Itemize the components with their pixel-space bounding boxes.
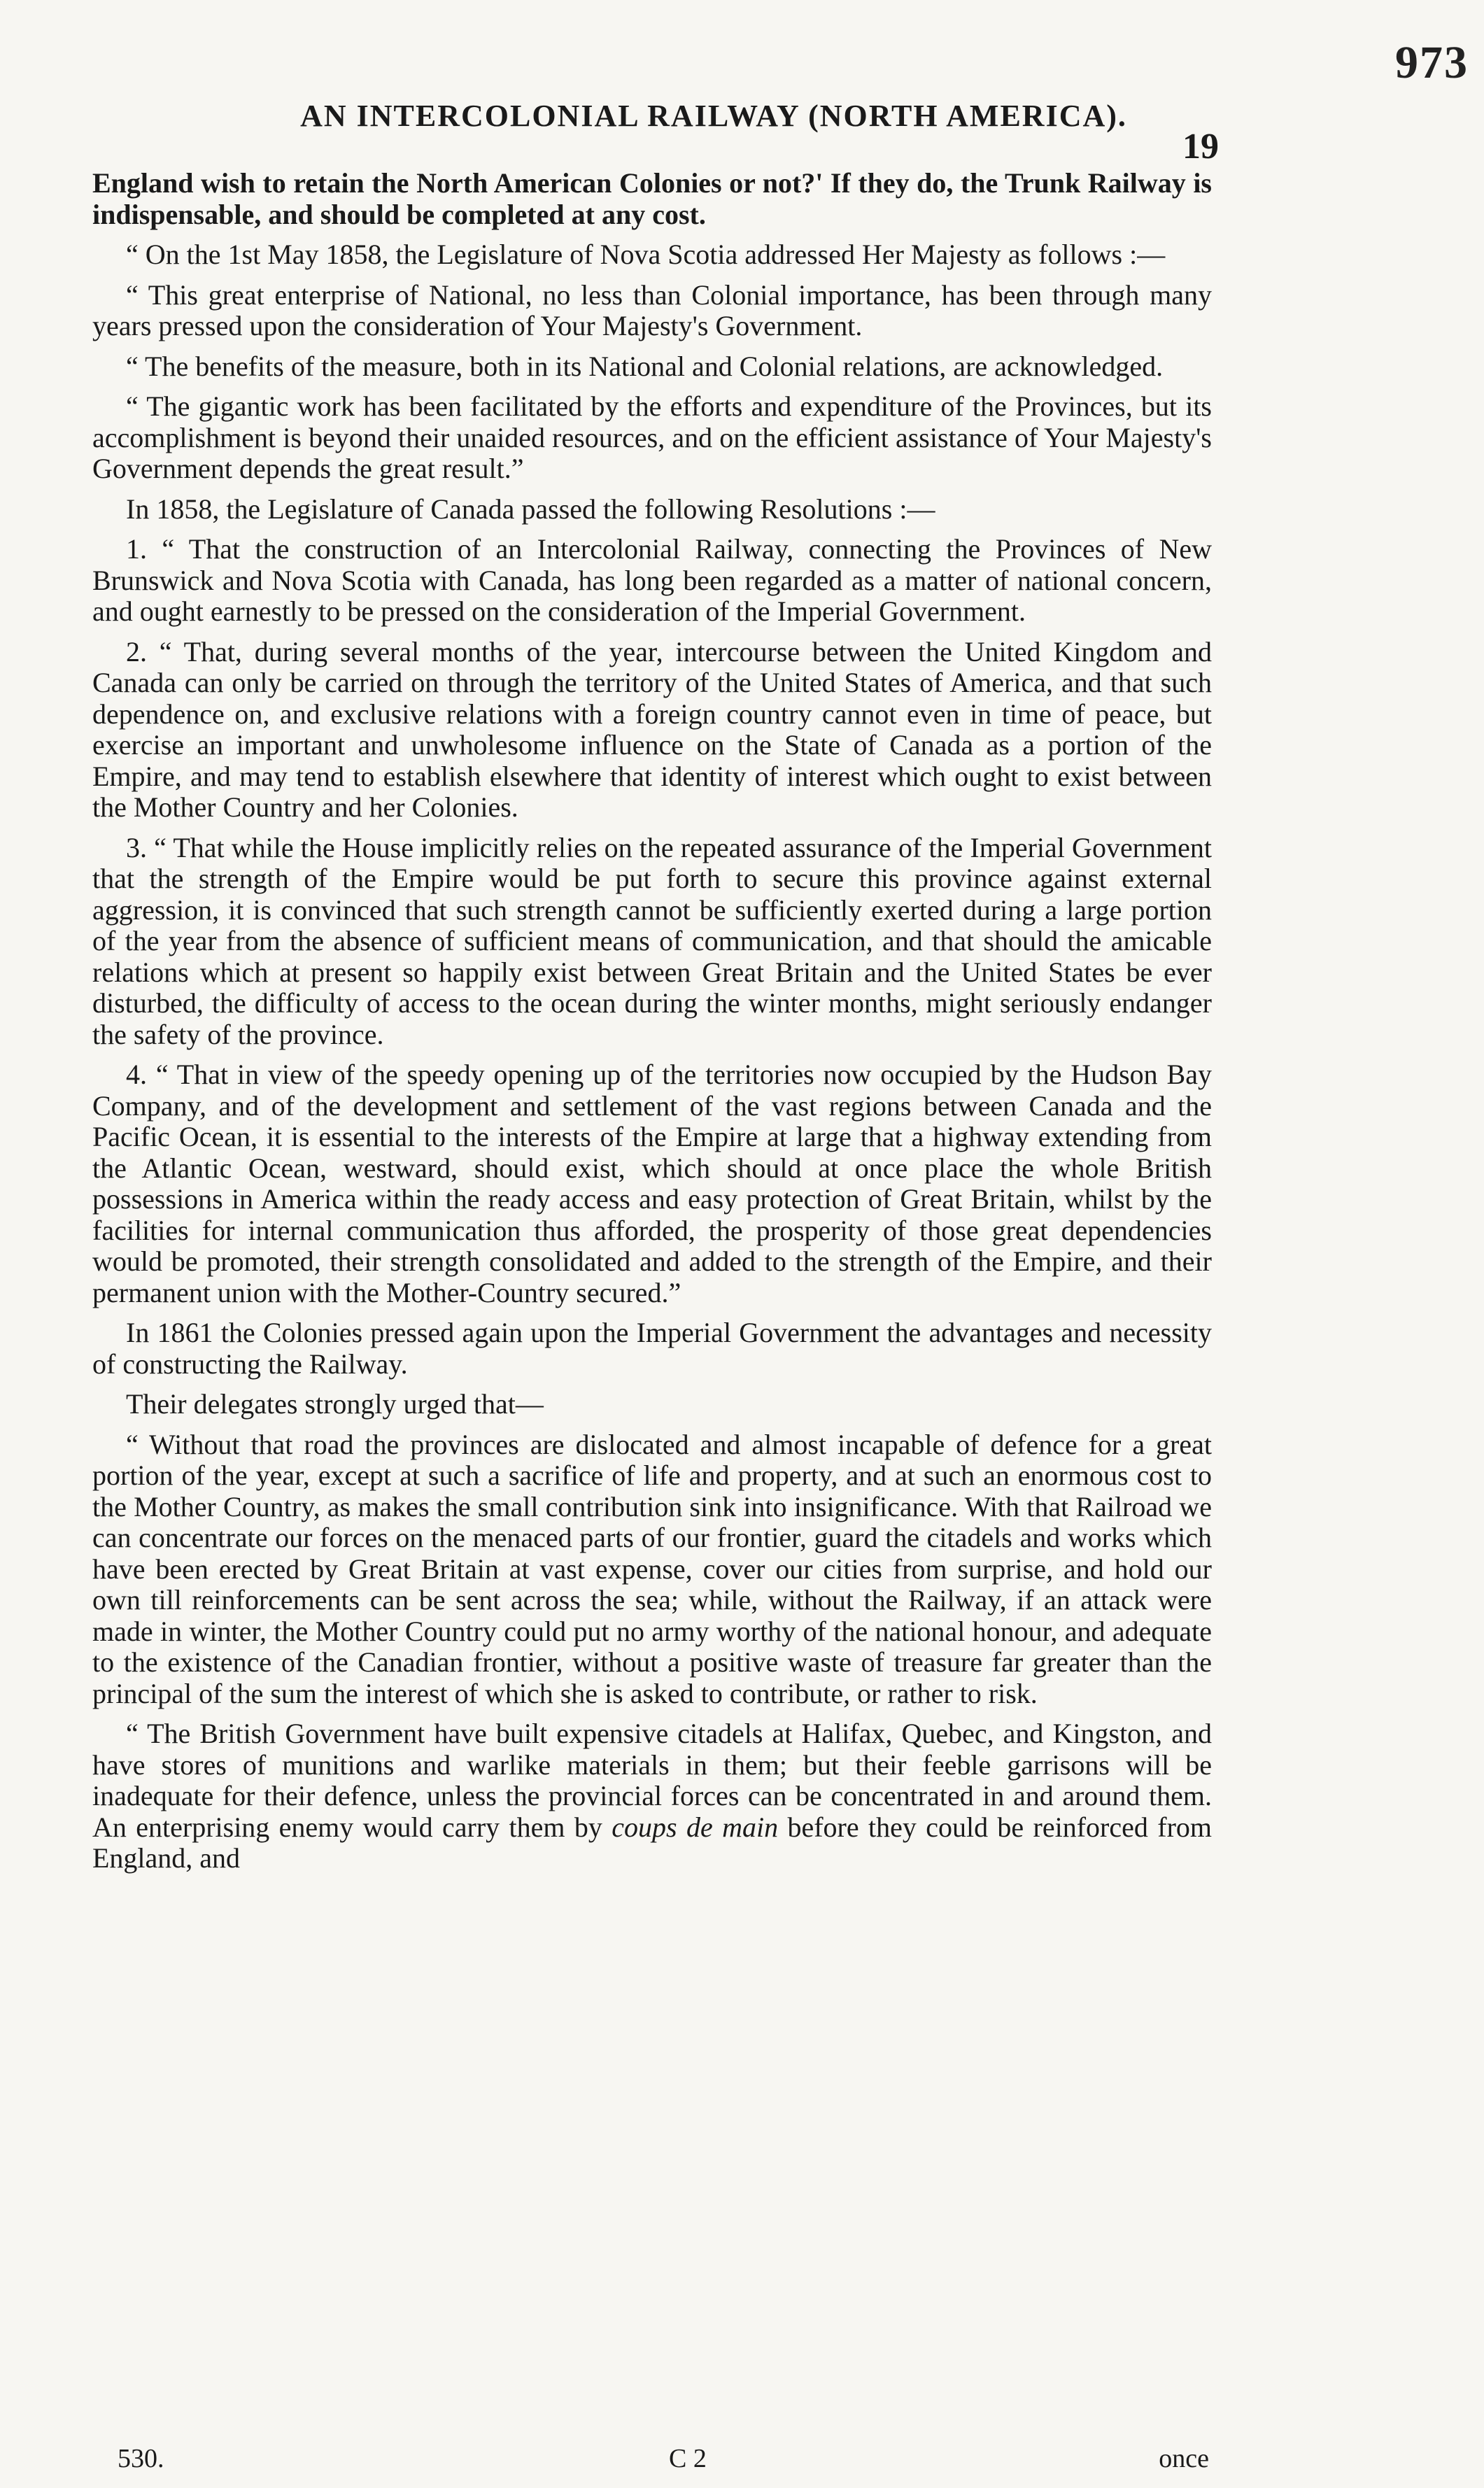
resolution-1: 1. “ That the construction of an Intercolonial Railway, connecting the Provinces of New Brunswick and Nova Scotia with Canada, has long been regarded as a matter of national concern, and ought earnestly to be pressed on the consideration of the Imperial Government. (92, 533, 1212, 627)
resolution-2: 2. “ That, during several months of the year, intercourse between the United Kingdom and Canada can only be carried on through the territory of the United States of America, and that such dependence on, and exclusive relations with a foreign country cannot even in time of peace, but exercise an important and unwholesome influence on the State of Canada as a portion of the Empire, and may tend to establish elsewhere that identity of interest which ought to exist between the Mother Country and her Colonies. (92, 635, 1212, 823)
paragraph-last-text: “ The British Government have built expensive citadels at Halifax, Quebec, and Kingston, and have stores of munitions and warlike materials in them; but their feeble garrisons will be inadequate for their defence, unless the provincial forces can be concentrated in and around them. An enterprising enemy would carry them by (92, 1718, 1212, 1843)
paragraph: “ The benefits of the measure, both in its National and Colonial relations, are acknowledged. (126, 350, 1164, 382)
catchword: once (1159, 2444, 1209, 2473)
body-text (92, 168, 1212, 1883)
paragraph-last-tail: before they could be reinforced from England, and (92, 1811, 1213, 1874)
folio-stamp: 973 (1395, 37, 1469, 88)
paragraph: In 1861 the Colonies pressed again upon the Imperial Government the advantages and necessity of constructing the Railway. (92, 1317, 1212, 1380)
page-number: 19 (1182, 127, 1219, 167)
resolution-3: 3. “ That while the House implicitly relies on the repeated assurance of the Imperial Government that the strength of the Empire would be put forth to secure this province against external aggression, it is convinced that such strength cannot be sufficiently exerted during a large portion of the year from the absence of sufficient means of communication, and that should the amicable relations which at present so happily exist between Great Britain and the United States be ever disturbed, the difficulty of access to the ocean during the winter months, might seriously endanger the safety of the province. (92, 831, 1212, 1050)
resolution-4: 4. “ That in view of the speedy opening up of the territories now occupied by the Hudson Bay Company, and of the development and settlement of the vast regions between Canada and the Pacific Ocean, it is essential to the interests of the Empire at large that a highway extending from the Atlantic Ocean, westward, should exist, which should at once place the whole British possessions in America within the ready access and easy protection of Great Britain, whilst by the facilities for internal communication thus afforded, the prosperity of those great dependencies would be promoted, their strength consolidated and added to the strength of the Empire, and their permanent union with the Mother-Country secured.” (92, 1059, 1212, 1308)
paragraph: “ This great enterprise of National, no less than Colonial importance, has been through many years pressed upon the consideration of Your Majesty's Government. (92, 278, 1212, 341)
paragraph: “ On the 1st May 1858, the Legislature of Nova Scotia addressed Her Majesty as follows :— (126, 239, 1166, 270)
paragraph: In 1858, the Legislature of Canada passed the following Resolutions :— (126, 493, 935, 525)
paragraph: Their delegates strongly urged that— (126, 1388, 544, 1420)
paragraph-last (92, 1718, 1212, 1874)
footer-number: 530. (118, 2444, 164, 2473)
paragraph-continuation: England wish to retain the North American Colonies or not?' If they do, the Trunk Railway is indispensable, and should be completed at any cost. (92, 167, 1212, 230)
italic-phrase: coups de main (612, 1811, 779, 1843)
paragraph: “ The gigantic work has been facilitated by the efforts and expenditure of the Provinces, but its accomplishment is beyond their unaided resources, and on the efficient assistance of Your Majesty's Government depends the great result.” (92, 390, 1212, 484)
signature-mark: C 2 (669, 2444, 707, 2473)
running-header: AN INTERCOLONIAL RAILWAY (NORTH AMERICA). (300, 99, 1127, 133)
paragraph: “ Without that road the provinces are dislocated and almost incapable of defence for a great portion of the year, except at such a sacrifice of life and property, and at such an enormous cost to the Mother Country, as makes the small contribution sink into insignificance. With that Railroad we can concentrate our forces on the menaced parts of our frontier, guard the citadels and works which have been erected by Great Britain at vast expense, cover our cities from surprise, and hold our own till reinforcements can be sent across the sea; while, without the Railway, if an attack were made in winter, the Mother Country could put no army worthy of the national honour, and adequate to the existence of the Canadian frontier, without a positive waste of treasure far greater than the principal of the sum the interest of which she is asked to contribute, or rather to risk. (92, 1428, 1212, 1709)
